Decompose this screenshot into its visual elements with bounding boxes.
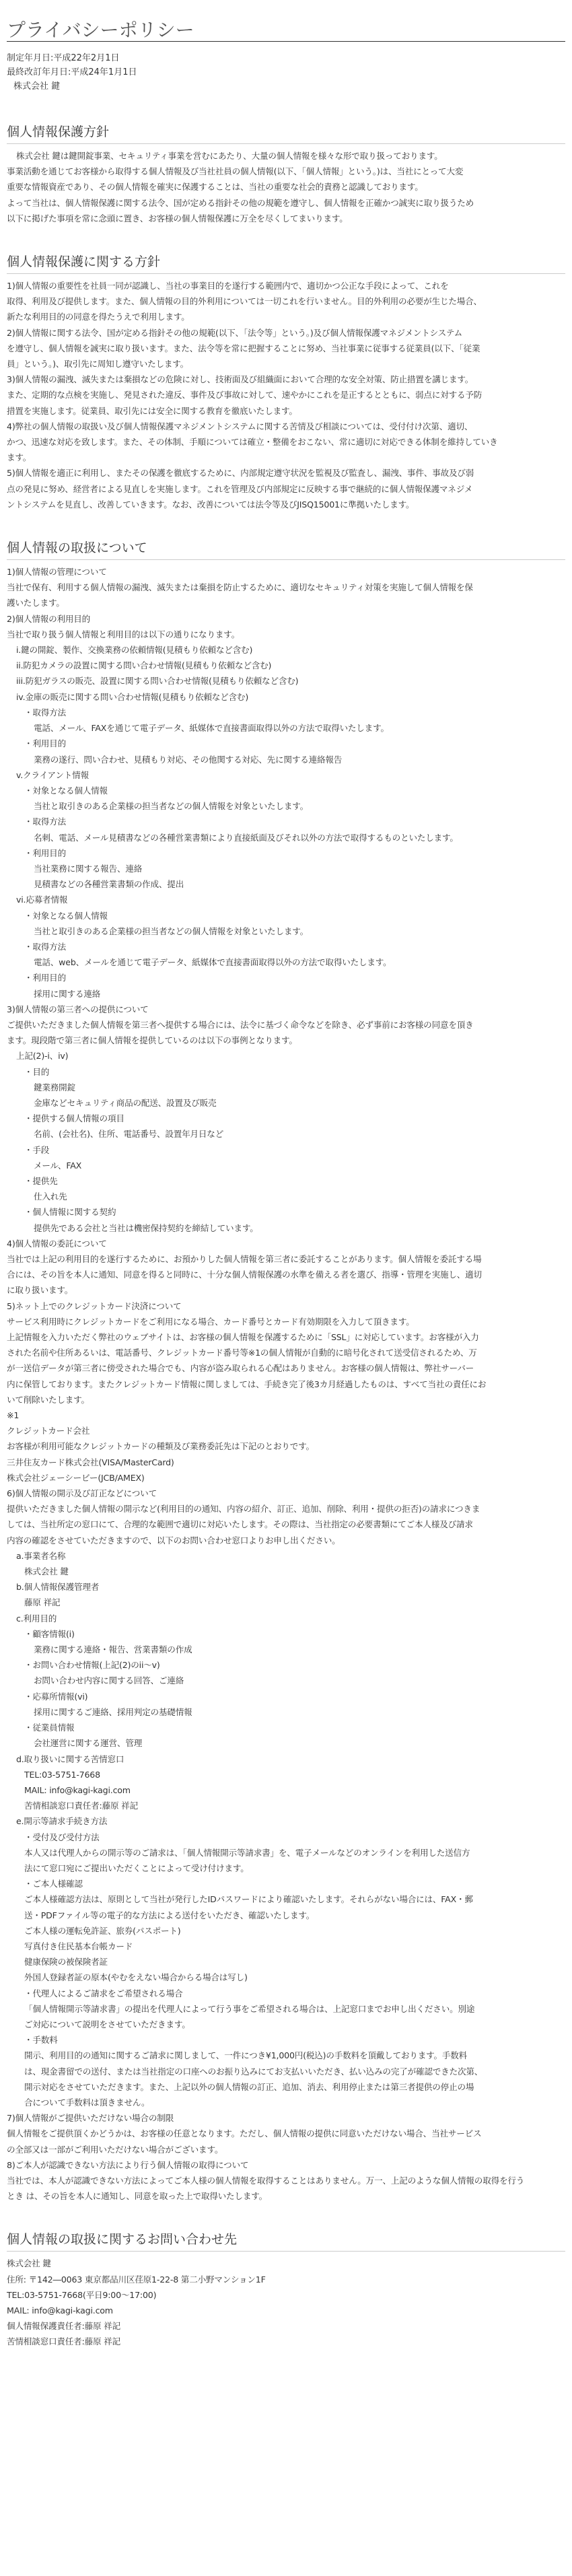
text-line: ・取得方法 xyxy=(24,816,66,827)
text-line: ご提供いただきました個人情報を第三者へ提供する場合には、法令に基づく命令などを除き、必ず事前にお客様の同意を頂き xyxy=(7,1019,474,1030)
text-line: 内に保管しております。またクレジットカード情報に関しましては、手続き完了後3カ月経過したものは、すべて当社の責任にお xyxy=(7,1379,487,1389)
text-line: 採用に関するご連絡、採用判定の基礎情報 xyxy=(34,1706,192,1717)
text-line: 重要な情報資産であり、その個人情報を確実に保護することは、当社の重要な社会的責務と認識しております。 xyxy=(7,182,423,193)
text-line: 6)個人情報の開示及び訂正などについて xyxy=(7,1488,157,1499)
text-line: ・利用目的 xyxy=(24,973,66,983)
text-line: ・目的 xyxy=(24,1066,50,1077)
revised-date: 最終改訂年月日:平成24年1月1日 xyxy=(7,67,137,77)
section-heading: 個人情報保護方針 xyxy=(7,123,565,144)
text-line: ご対応について説明をさせていただきます。 xyxy=(24,2019,190,2029)
text-line: c.利用目的 xyxy=(16,1613,57,1624)
company-name: 株式会社 鍵 xyxy=(13,81,61,92)
text-line: ます。現段階で第三者に個人情報を提供しているのは以下の事例となります。 xyxy=(7,1035,297,1046)
section-heading: 個人情報保護に関する方針 xyxy=(7,253,565,274)
text-line: は、現金書留での送付、または当社指定の口座へのお振り込みにてお支払いいただき、払い込みの完了が確認できた次第、 xyxy=(24,2066,483,2077)
text-line: ・利用目的 xyxy=(24,847,66,858)
text-line: お問い合わせ内容に関する回答、ご連絡 xyxy=(34,1675,184,1686)
text-line: 事業活動を通じてお客様から取得する個人情報及び当社社員の個人情報(以下、「個人情報」という。)は、当社にとって大変 xyxy=(7,166,464,177)
text-line: 法にて窓口宛にご提出いただくことによって受け付けます。 xyxy=(24,1863,249,1873)
text-line: 採用に関する連絡 xyxy=(34,988,101,999)
text-line: 措置を実施します。従業員、取引先には安全に関する教育を徹底いたします。 xyxy=(7,405,297,416)
text-line: ・従業員情報 xyxy=(24,1722,75,1733)
policy-section xyxy=(7,123,565,226)
text-line: ・提供する個人情報の項目 xyxy=(24,1113,124,1124)
text-line: v.クライアント情報 xyxy=(16,769,89,780)
text-line: 内容の確認をさせていただきますので、以下のお問い合わせ窓口よりお申し出ください。 xyxy=(7,1535,341,1545)
text-line: i.鍵の開錠、製作、交換業務の依頼情報(見積もり依頼など含む) xyxy=(16,645,253,656)
text-line: ・対象となる個人情報 xyxy=(24,785,108,796)
text-line: メール、FAX xyxy=(34,1160,82,1171)
text-line: 4)個人情報の委託について xyxy=(7,1238,107,1249)
text-line: 当社では上記の利用目的を遂行するために、お預かりした個人情報を第三者に委託することがあります。個人情報を委託する場 xyxy=(7,1254,482,1264)
text-line: ・手数料 xyxy=(24,2035,58,2046)
section-heading: 個人情報の取扱について xyxy=(7,539,565,560)
text-line: 合について手数料は頂きません。 xyxy=(24,2097,150,2108)
spacer xyxy=(7,512,565,539)
text-line: ※1 xyxy=(7,1410,20,1421)
text-line: 当社で取り扱う個人情報と利用目的は以下の通りになります。 xyxy=(7,629,240,639)
text-line: 送・PDFファイル等の電子的な方法による送付をいただき、確認いたします。 xyxy=(24,1910,315,1920)
text-line: 株式会社 鍵 xyxy=(7,2258,51,2269)
text-line: ・応募所情報(vi) xyxy=(24,1691,88,1702)
text-line: の全部又は一部がご利用いただけない場合がございます。 xyxy=(7,2144,223,2155)
text-line: 本人又は代理人からの開示等のご請求は、「個人情報開示等請求書」を、電子メールなどのオンラインを利用した送信方 xyxy=(24,1847,470,1858)
section-heading: 個人情報の取扱に関するお問い合わせ先 xyxy=(7,2231,565,2252)
text-line: 上記情報を入力いただく弊社のウェブサイトは、お客様の個人情報を保護するために「SSL」に対応しています。お客様が入力 xyxy=(7,1332,479,1343)
text-line: 株式会社ジェーシービー(JCB/AMEX) xyxy=(7,1472,145,1483)
text-line: 当社業務に関する報告、連絡 xyxy=(34,863,143,874)
text-line: ・受付及び受付方法 xyxy=(24,1832,100,1842)
text-line: ・お問い合わせ情報(上記(2)のii〜v) xyxy=(24,1660,160,1671)
text-line: ・取得方法 xyxy=(24,941,66,952)
text-line: 7)個人情報がご提供いただけない場合の制限 xyxy=(7,2113,174,2124)
established-date: 制定年月日:平成22年2月1日 xyxy=(7,53,120,63)
text-line: 株式会社 鍵 xyxy=(24,1566,69,1577)
handling-section xyxy=(7,539,565,2204)
text-line: ご本人様確認方法は、原則として当社が発行したIDパスワードにより確認いたします。それらがない場合には、FAX・郵 xyxy=(24,1894,473,1905)
text-line: よって当社は、個人情報保護に関する法令、国が定める指針その他の規範を遵守し、個人情報を正確かつ誠実に取り扱うため xyxy=(7,197,474,208)
text-line: 鍵業務開錠 xyxy=(34,1082,75,1092)
text-line: 個人情報保護責任者:藤原 祥記 xyxy=(7,2321,120,2332)
text-line: サービス利用時にクレジットカードをご利用になる場合、カード番号とカード有効期限を入力して頂きます。 xyxy=(7,1316,415,1327)
text-line: 護いたします。 xyxy=(7,598,65,608)
text-line: a.事業者名称 xyxy=(16,1550,66,1561)
text-line: 名刺、電話、メール見積書などの各種営業書類により直接紙面及びそれ以外の方法で取得するものといたします。 xyxy=(34,832,458,843)
text-line: 仕入れ先 xyxy=(34,1191,67,1202)
text-line: 当社では、本人が認識できない方法によってご本人様の個人情報を取得することはありません。万一、上記のような個人情報の取得を行う xyxy=(7,2175,525,2186)
text-line: ・提供先 xyxy=(24,1175,58,1186)
text-line: 開示対応をさせていただきます。また、上記以外の個人情報の訂正、追加、消去、利用停止または第三者提供の停止の場 xyxy=(24,2081,474,2092)
text-line: 金庫などセキュリティ商品の配送、設置及び販売 xyxy=(34,1097,217,1108)
text-line: 5)個人情報を適正に利用し、またその保護を徹底するために、内部規定遵守状況を監視及び監査し、漏洩、事件、事故及び弱 xyxy=(7,468,474,479)
text-line: 株式会社 鍵は鍵開錠事業、セキュリティ事業を営むにあたり、大量の個人情報を様々な形で取り扱っております。 xyxy=(16,151,443,161)
text-line: 健康保険の被保険者証 xyxy=(24,1957,108,1968)
text-line: 2)個人情報の利用目的 xyxy=(7,613,91,624)
text-line: かつ、迅速な対応を致します。また、その体制、手順については確立・整備をおこない、常に適切に対応できる体制を維持していき xyxy=(7,437,498,448)
text-line: いて削除いたします。 xyxy=(7,1394,90,1405)
text-line: MAIL: info@kagi-kagi.com xyxy=(7,2305,113,2316)
spacer xyxy=(7,226,565,253)
text-line: 写真付き住民基本台帳カード xyxy=(24,1941,133,1951)
text-line: 新たな利用目的の同意を得たうえで利用します。 xyxy=(7,312,190,322)
section-body xyxy=(7,148,565,226)
page-title: プライバシーポリシー xyxy=(7,0,565,42)
text-line: 苦情相談窓口責任者:藤原 祥記 xyxy=(24,1801,138,1811)
text-line: ・ご本人様確認 xyxy=(24,1879,83,1889)
text-line: ます。 xyxy=(7,452,32,463)
text-line: iv.金庫の販売に関する問い合わせ情報(見積もり依頼など含む) xyxy=(16,691,249,702)
section-body xyxy=(7,2256,565,2349)
text-line: が一送信データが第三者に傍受された場合でも、内容が盗み取られる心配はありません。お客様の個人情報は、弊社サーバー xyxy=(7,1363,474,1374)
contact-section xyxy=(7,2231,565,2349)
text-line: 住所: 〒142―0063 東京都品川区荏原1-22-8 第二小野マンション1F xyxy=(7,2274,266,2285)
text-line: 藤原 祥記 xyxy=(24,1597,61,1608)
text-line: ・顧客情報(i) xyxy=(24,1628,75,1639)
text-line: 見積書などの各種営業書類の作成、提出 xyxy=(34,879,184,890)
text-line: 当社と取引きのある企業様の担当者などの個人情報を対象といたします。 xyxy=(34,801,308,812)
text-line: とき は、その旨を本人に通知し、同意を取った上で取得いたします。 xyxy=(7,2191,268,2202)
text-line: また、定期的な点検を実施し、発見された違反、事件及び事故に対して、速やかにこれを是正するとともに、弱点に対する予防 xyxy=(7,390,482,401)
text-line: d.取り扱いに関する苦情窓口 xyxy=(16,1753,124,1764)
text-line: 員」という。)、取引先に周知し遵守いたします。 xyxy=(7,359,189,370)
text-line: TEL:03-5751-7668(平日9:00〜17:00) xyxy=(7,2289,157,2300)
text-line: 以下に掲げた事項を常に念頭に置き、お客様の個人情報保護に万全を尽くしてまいります。 xyxy=(7,213,348,223)
text-line: 三井住友カード株式会社(VISA/MasterCard) xyxy=(7,1457,174,1467)
text-line: vi.応募者情報 xyxy=(16,895,68,905)
text-line: 業務に関する連絡・報告、営業書類の作成 xyxy=(34,1644,192,1655)
text-line: お客様が利用可能なクレジットカードの種類及び業務委託先は下記のとおりです。 xyxy=(7,1441,314,1452)
text-line: 名前、(会社名)、住所、電話番号、設置年月日など xyxy=(34,1129,224,1140)
text-line: 点の発見に努め、経営者による見直しを実施します。これを管理及び内部規定に反映する事で継続的に個人情報保護マネジメ xyxy=(7,483,473,494)
text-line: 4)弊社の個人情報の取扱い及び個人情報保護マネジメントシステムに関する苦情及び相談については、受付付け次第、適切、 xyxy=(7,421,473,431)
text-line: ・取得方法 xyxy=(24,707,66,718)
text-line: 電話、web、メールを通じて電子データ、紙媒体で直接書面取得以外の方法で取得いたします。 xyxy=(34,957,392,968)
text-line: ・個人情報に関する契約 xyxy=(24,1207,116,1218)
text-line: 8)ご本人が認識できない方法により行う個人情報の取得について xyxy=(7,2159,249,2170)
protection-policy-section xyxy=(7,253,565,512)
text-line: ii.防犯カメラの設置に関する問い合わせ情報(見積もり依頼など含む) xyxy=(16,660,272,671)
text-line: b.個人情報保護管理者 xyxy=(16,1582,100,1593)
text-line: クレジットカード会社 xyxy=(7,1426,90,1436)
text-line: 外国人登録者証の原本(やむをえない場合からる場合は写し) xyxy=(24,1972,248,1983)
text-line: に取り扱います。 xyxy=(7,1285,73,1296)
spacer xyxy=(7,2204,565,2231)
section-body xyxy=(7,278,565,512)
text-line: 苦情相談窓口責任者:藤原 祥記 xyxy=(7,2336,120,2347)
text-line: 会社運営に関する運営、管理 xyxy=(34,1738,143,1749)
text-line: された名前や住所あるいは、電話番号、クレジットカード番号等※1の個人情報が自動的に暗号化されて送受信されるため、万 xyxy=(7,1348,477,1358)
text-line: 当社と取引きのある企業様の担当者などの個人情報を対象といたします。 xyxy=(34,926,308,936)
text-line: 取得、利用及び提供します。また、個人情報の目的外利用については一切これを行いません。目的外利用の必要が生じた場合、 xyxy=(7,296,482,307)
text-line: e.開示等請求手続き方法 xyxy=(16,1816,108,1827)
text-line: 5)ネット上でのクレジットカード決済について xyxy=(7,1300,182,1311)
text-line: 提供先である会社と当社は機密保持契約を締結しています。 xyxy=(34,1222,258,1233)
spacer xyxy=(7,94,565,123)
text-line: 当社で保有、利用する個人情報の漏洩、滅失または棄損を防止するために、適切なセキュリティ対策を実施して個人情報を保 xyxy=(7,582,473,593)
text-line: 合には、その旨を本人に通知、同意を得ると同時に、十分な個人情報保護の水準を備える者を選び、指導・管理を実施し、適切 xyxy=(7,1269,482,1280)
text-line: を遵守し、個人情報を誠実に取り扱います。また、法令等を常に把握することに努め、当社事業に従事する従業員(以下、「従業 xyxy=(7,343,480,353)
text-line: TEL:03-5751-7668 xyxy=(24,1769,100,1780)
text-line: 開示、利用目的の通知に関するご請求に関しまして、一件につき¥1,000円(税込)の手数料を頂戴しております。手数料 xyxy=(24,2050,468,2061)
section-body xyxy=(7,564,565,2204)
text-line: 3)個人情報の漏洩、滅失または棄損などの危険に対し、技術面及び組織面において合理的な安全対策、防止措置を講じます。 xyxy=(7,374,474,385)
text-line: iii.防犯ガラスの販売、設置に関する問い合わせ情報(見積もり依頼など含む) xyxy=(16,676,299,687)
text-line: しては、当社所定の窓口にて、合理的な範囲で適切に対応いたします。その際は、当社指定の必要書類にてご本人様及び請求 xyxy=(7,1519,473,1530)
text-line: ・手段 xyxy=(24,1144,50,1155)
text-line: ・利用目的 xyxy=(24,738,66,749)
text-line: 個人情報をご提供頂くかどうかは、お客様の任意となります。ただし、個人情報の提供に同意いただけない場合、当社サービス xyxy=(7,2128,482,2139)
text-line: ・代理人によるご請求をご希望される場合 xyxy=(24,1988,183,1998)
text-line: ご本人様の運転免許証、旅券(パスポート) xyxy=(24,1925,181,1936)
text-line: 「個人情報開示等請求書」の提出を代理人によって行う事をご希望される場合は、上記窓口までお申し出ください。別途 xyxy=(24,2003,475,2014)
text-line: 提供いただきました個人情報の開示など(利用目的の通知、内容の紹介、訂正、追加、削除、利用・提供の拒否)の請求につきま xyxy=(7,1504,480,1515)
text-line: 2)個人情報に関する法令、国が定める指針その他の規範(以下、「法令等」という。)及び個人情報保護マネジメントシステム xyxy=(7,327,462,338)
text-line: 業務の遂行、問い合わせ、見積もり対応、その他関する対応、先に関する連絡報告 xyxy=(34,754,343,765)
text-line: 3)個人情報の第三者への提供について xyxy=(7,1004,149,1014)
text-line: 上記(2)-i、iv) xyxy=(16,1051,69,1061)
text-line: ・対象となる個人情報 xyxy=(24,910,108,921)
text-line: 1)個人情報の管理について xyxy=(7,567,107,578)
text-line: 1)個人情報の重要性を社員一同が認識し、当社の事業目的を遂行する範囲内で、適切かつ公正な手段によって、これを xyxy=(7,281,449,291)
text-line: MAIL: info@kagi-kagi.com xyxy=(24,1784,131,1795)
text-line: ントシステムを見直し、改善していきます。なお、改善については法令等及びJISQ15001に準拠いたします。 xyxy=(7,499,415,510)
text-line: 電話、メール、FAXを通じて電子データ、紙媒体で直接書面取得以外の方法で取得いたします。 xyxy=(34,723,389,734)
